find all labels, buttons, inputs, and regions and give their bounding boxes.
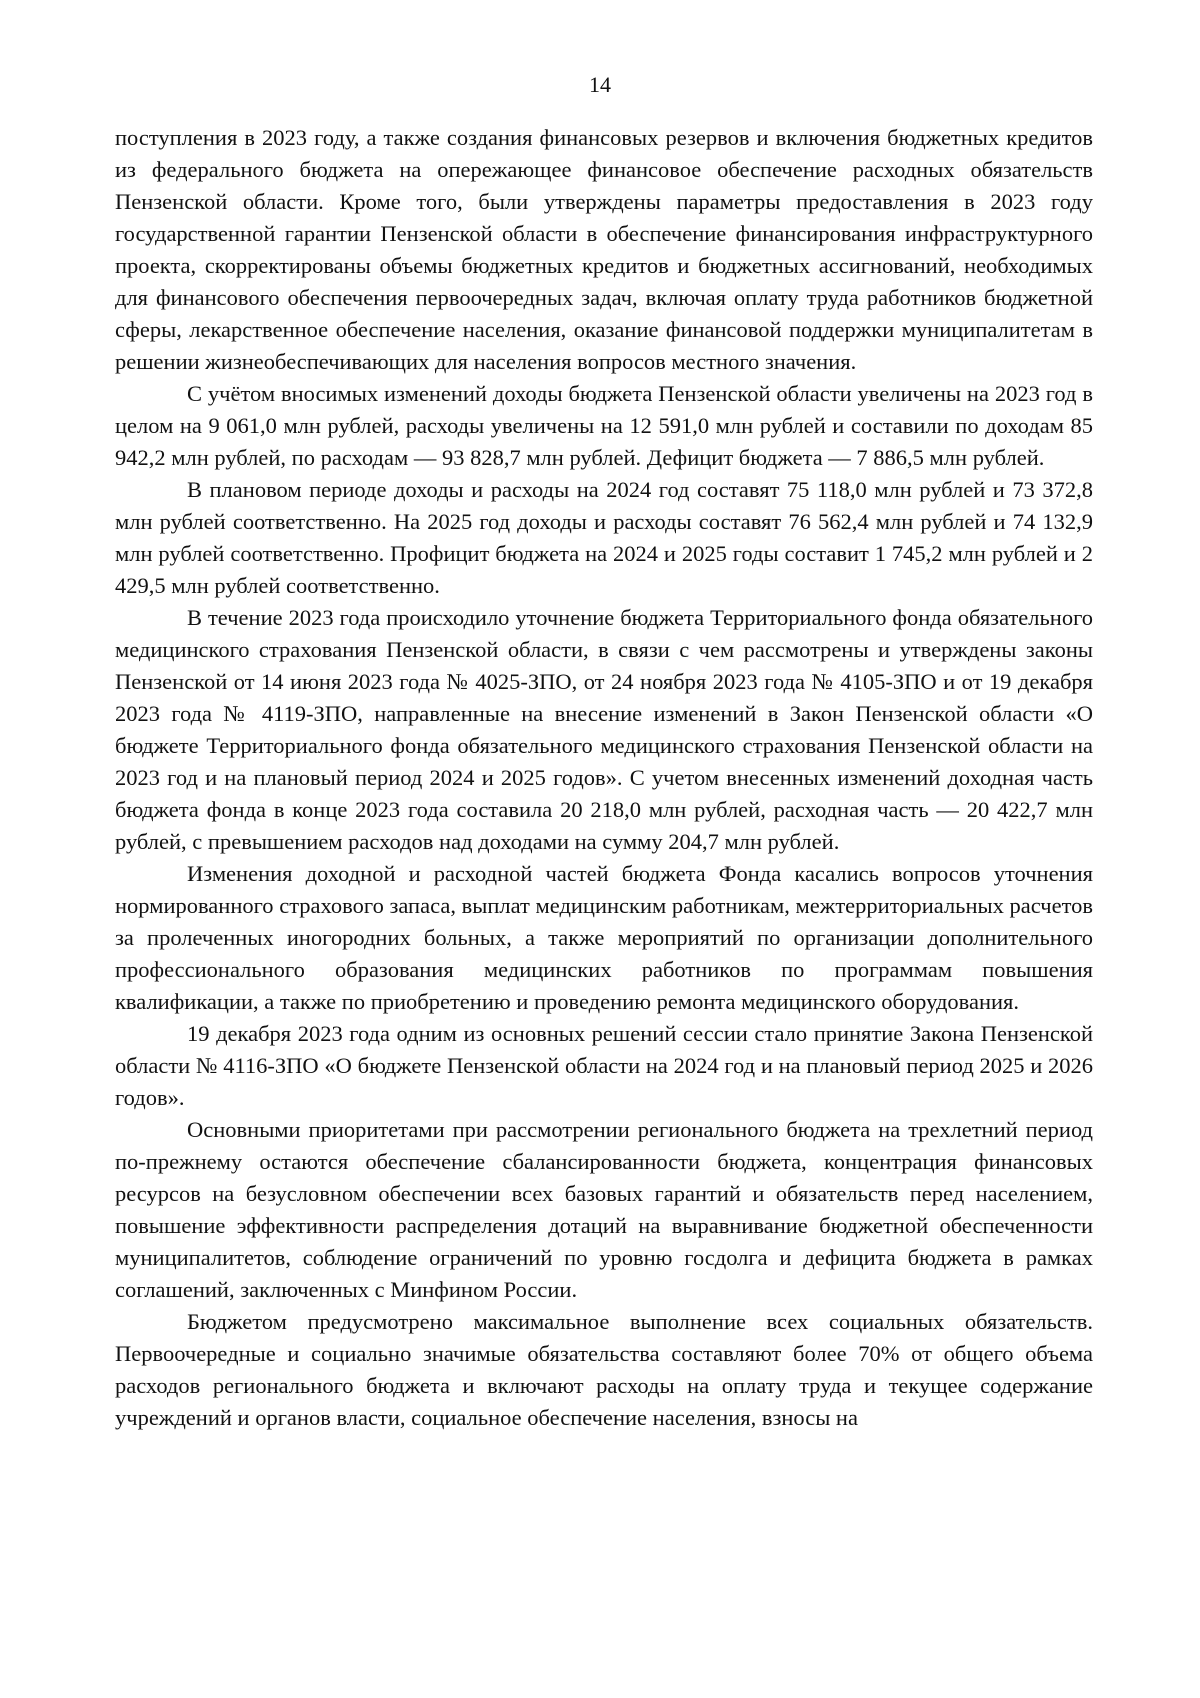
paragraph-2: С учётом вносимых изменений доходы бюджета Пензенской области увеличены на 2023 год в целом на 9 061,0 млн рублей, расходы увеличены на 12 591,0 млн рублей и составили по доходам 85 942,2 млн рублей, по расходам — 93 828,7 млн рублей. Дефицит бюджета — 7 886,5 млн рублей.: [115, 381, 1093, 470]
paragraph-6: 19 декабря 2023 года одним из основных решений сессии стало принятие Закона Пензенской области № 4116-ЗПО «О бюджете Пензенской области на 2024 год и на плановый период 2025 и 2026 годов».: [115, 1021, 1093, 1110]
paragraph-3: В плановом периоде доходы и расходы на 2024 год составят 75 118,0 млн рублей и 73 372,8 млн рублей соответственно. На 2025 год доходы и расходы составят 76 562,4 млн рублей и 74 132,9 млн рублей соответственно. Профицит бюджета на 2024 и 2025 годы составит 1 745,2 млн рублей и 2 429,5 млн рублей соответственно.: [115, 477, 1093, 598]
paragraph-5: Изменения доходной и расходной частей бюджета Фонда касались вопросов уточнения нормированного страхового запаса, выплат медицинским работникам, межтерриториальных расчетов за пролеченных иногородних больных, а также мероприятий по организации дополнительного профессионального образования медицинских работников по программам повышения квалификации, а также по приобретению и проведению ремонта медицинского оборудования.: [115, 861, 1093, 1014]
body-text: [115, 122, 1093, 1434]
paragraph-7: Основными приоритетами при рассмотрении регионального бюджета на трехлетний период по-прежнему остаются обеспечение сбалансированности бюджета, концентрация финансовых ресурсов на безусловном обеспечении всех базовых гарантий и обязательств перед населением, повышение эффективности распределения дотаций на выравнивание бюджетной обеспеченности муниципалитетов, соблюдение ограничений по уровню госдолга и дефицита бюджета в рамках соглашений, заключенных с Минфином России.: [115, 1117, 1093, 1302]
paragraph-4: В течение 2023 года происходило уточнение бюджета Территориального фонда обязательного медицинского страхования Пензенской области, в связи с чем рассмотрены и утверждены законы Пензенской от 14 июня 2023 года № 4025-ЗПО, от 24 ноября 2023 года № 4105-ЗПО и от 19 декабря 2023 года № 4119-ЗПО, направленные на внесение изменений в Закон Пензенской области «О бюджете Территориального фонда обязательного медицинского страхования Пензенской области на 2023 год и на плановый период 2024 и 2025 годов». С учетом внесенных изменений доходная часть бюджета фонда в конце 2023 года составила 20 218,0 млн рублей, расходная часть — 20 422,7 млн рублей, с превышением расходов над доходами на сумму 204,7 млн рублей.: [115, 605, 1093, 854]
page-number: 14: [589, 72, 611, 97]
paragraph-8: Бюджетом предусмотрено максимальное выполнение всех социальных обязательств. Первоочередные и социально значимые обязательства составляют более 70% от общего объема расходов регионального бюджета и включают расходы на оплату труда и текущее содержание учреждений и органов власти, социальное обеспечение населения, взносы на: [115, 1309, 1093, 1430]
paragraph-1: поступления в 2023 году, а также создания финансовых резервов и включения бюджетных кредитов из федерального бюджета на опережающее финансовое обеспечение расходных обязательств Пензенской области. Кроме того, были утверждены параметры предоставления в 2023 году государственной гарантии Пензенской области в обеспечение финансирования инфраструктурного проекта, скорректированы объемы бюджетных кредитов и бюджетных ассигнований, необходимых для финансового обеспечения первоочередных задач, включая оплату труда работников бюджетной сферы, лекарственное обеспечение населения, оказание финансовой поддержки муниципалитетам в решении жизнеобеспечивающих для населения вопросов местного значения.: [115, 125, 1093, 374]
